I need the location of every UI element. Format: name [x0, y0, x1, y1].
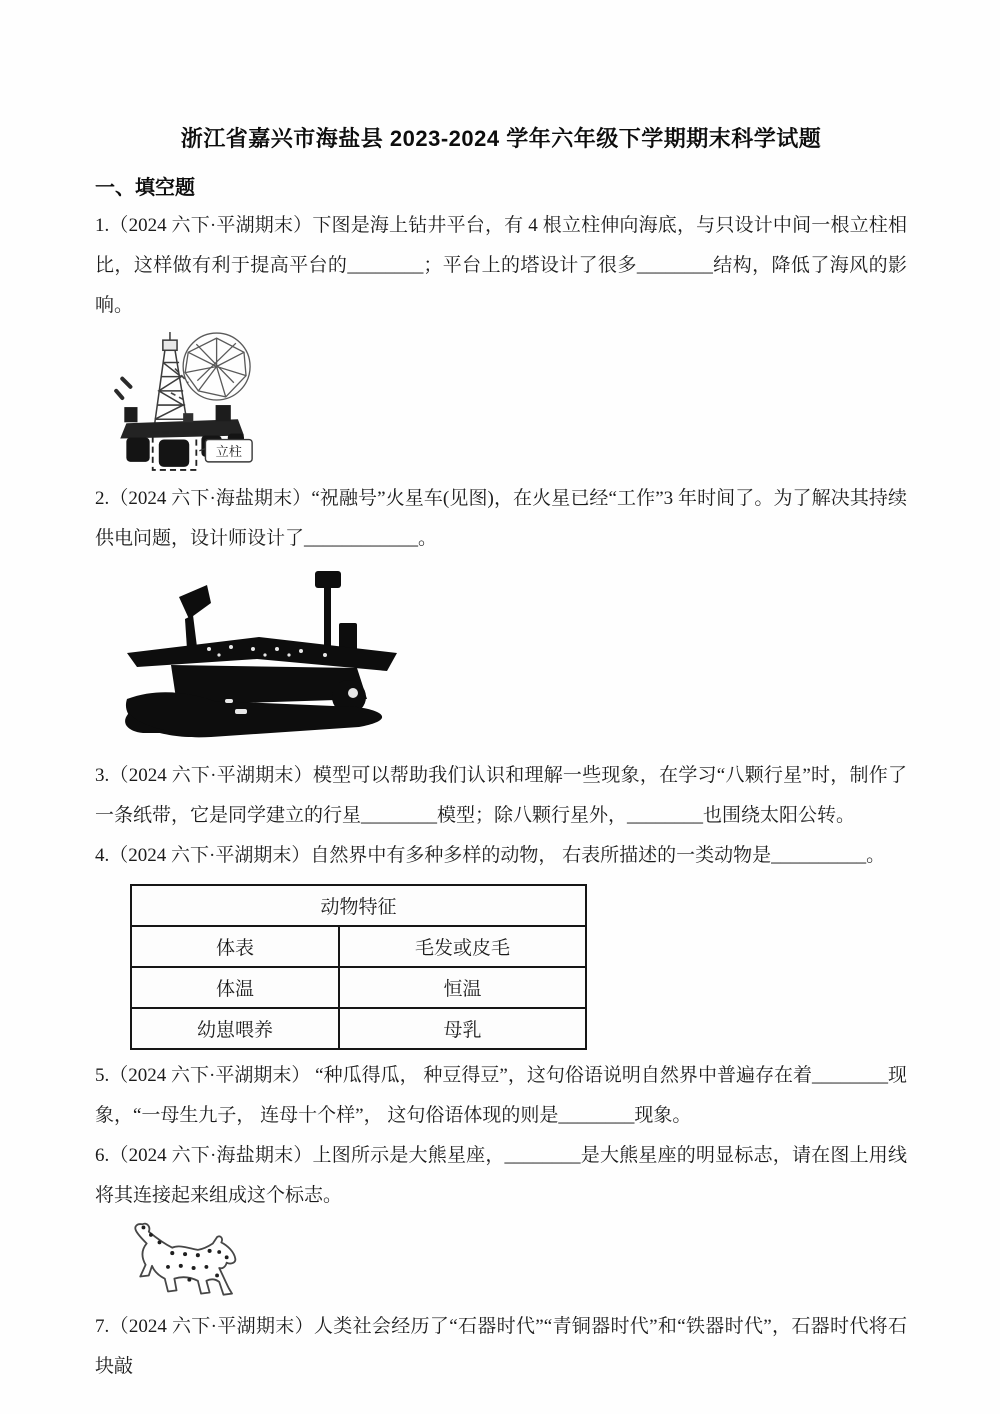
small-marks [116, 379, 130, 398]
cell-feature-body-surface: 体表 [131, 926, 339, 967]
oil-platform-illustration [111, 330, 306, 472]
cell-value-body-surface: 毛发或皮毛 [339, 926, 586, 967]
rover-body-group [125, 571, 397, 737]
cell-feature-offspring-feeding: 幼崽喂养 [131, 1008, 339, 1049]
question-3-text: 3.（2024 六下·平湖期末）模型可以帮助我们认识和理解一些现象，在学习“八颗行星”时，制作了 一条纸带，它是同学建立的行星________模型；除八颗行星外，________也围绕太阳公转。 [95, 765, 907, 826]
platform-deck [120, 405, 244, 438]
question-7-text: 7.（2024 六下·平湖期末）人类社会经历了“石器时代”“青铜器时代”和“铁器时代”，石器时代将石块敲 [95, 1316, 907, 1377]
question-6-text: 6.（2024 六下·海盐期末）上图所示是大熊星座，________是大熊星座的明显标志，请在图上用线将其连接起来组成这个标志。 [95, 1145, 907, 1206]
table-row-body-temperature [131, 967, 586, 1008]
truss-detail-circle [183, 333, 250, 400]
table-row-body-surface [131, 926, 586, 967]
bear-constellation-figure [103, 1220, 907, 1305]
column-label-text: 立柱 [215, 443, 242, 459]
cell-feature-body-temperature: 体温 [131, 967, 339, 1008]
question-4-text: 4.（2024 六下·平湖期末）自然界中有多种多样的动物， 右表所描述的一类动物是__________。 [95, 845, 886, 866]
table-row-offspring-feeding [131, 1008, 586, 1049]
page-title: 浙江省嘉兴市海盐县 2023-2024 学年六年级下学期期末科学试题 [180, 126, 822, 151]
section-heading-fill-in-blanks: 一、填空题 [95, 177, 195, 199]
question-1-text: 1.（2024 六下·平湖期末）下图是海上钻井平台，有 4 根立柱伸向海底，与只设计中间一根立柱相比，这样做有利于提高平台的________；平台上的塔设计了很多________结构，降低了海风的影响。 [95, 215, 907, 316]
derrick-tower [155, 332, 187, 423]
mars-rover-silhouette [119, 563, 419, 749]
cell-value-offspring-feeding: 母乳 [339, 1008, 586, 1049]
question-5-text: 5.（2024 六下·平湖期末） “种瓜得瓜， 种豆得豆”，这句俗语说明自然界中普遍存在着________现象，“一母生九子， 连母十个样”， 这句俗语体现的则是________现象。 [95, 1065, 907, 1126]
great-bear-outline [103, 1220, 265, 1300]
question-2-text: 2.（2024 六下·海盐期末）“祝融号”火星车(见图)，在火星已经“工作”3 年时间了。为了解决其持续供电问题，设计师设计了____________。 [95, 488, 907, 549]
cell-value-body-temperature: 恒温 [339, 967, 586, 1008]
mars-rover-figure [119, 563, 907, 754]
table-header-cell: 动物特征 [131, 885, 586, 926]
oil-platform-figure [111, 330, 907, 477]
column-label [199, 440, 252, 462]
table-header-row [131, 885, 586, 926]
animal-features-table [130, 884, 587, 1050]
